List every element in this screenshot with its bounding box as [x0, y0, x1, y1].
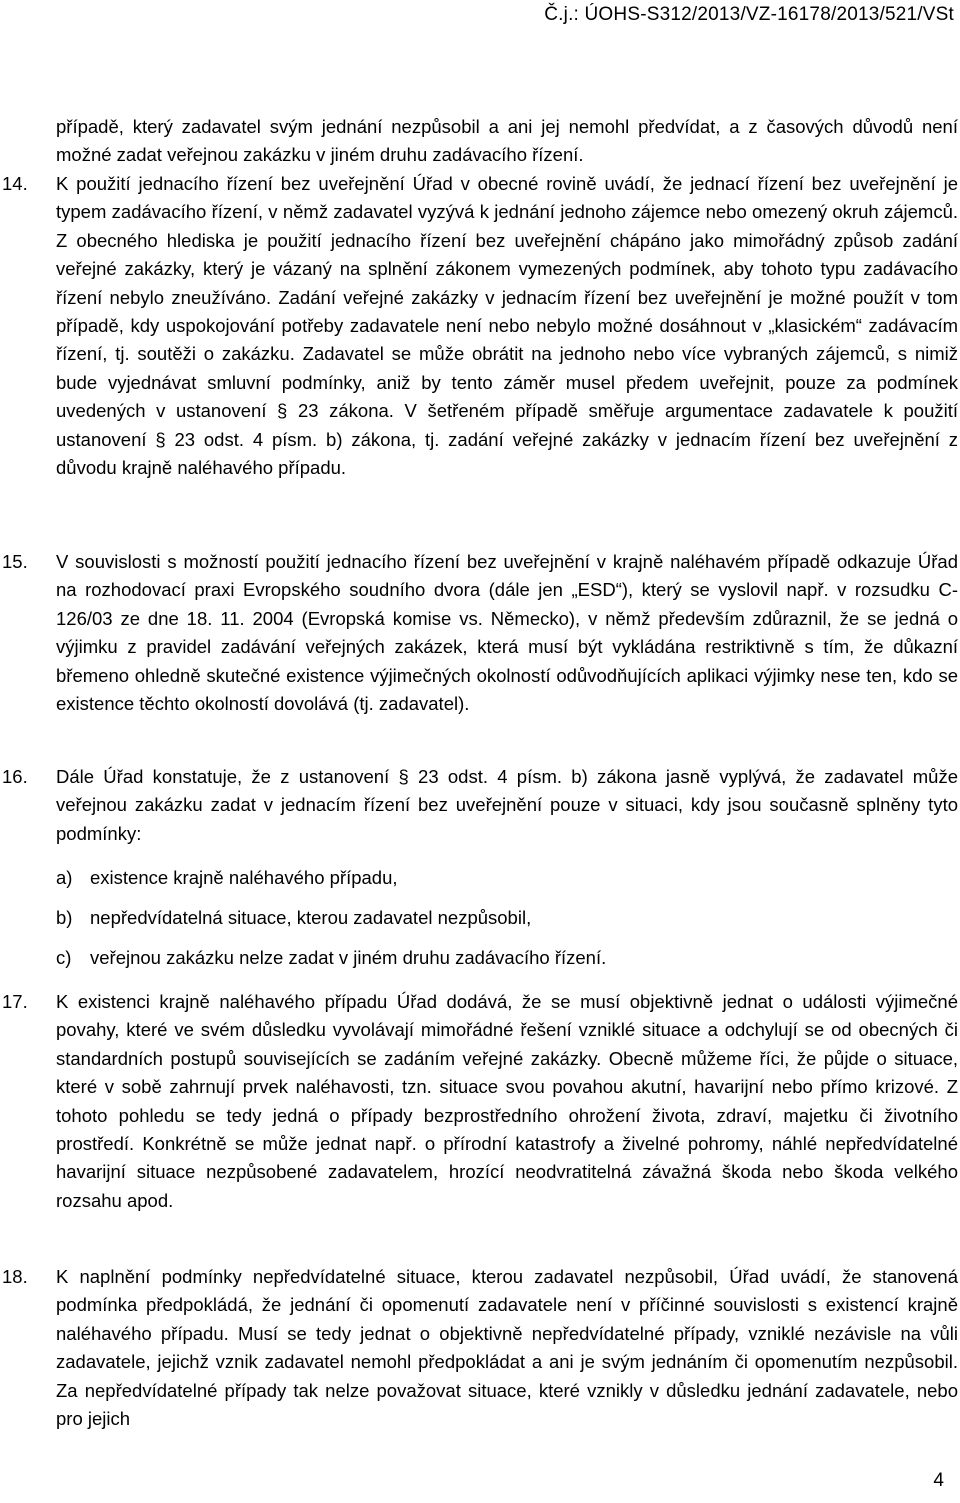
document-reference-header: Č.j.: ÚOHS-S312/2013/VZ-16178/2013/521/VSt	[544, 4, 954, 25]
paragraph-text: K existenci krajně naléhavého případu Úřad dodává, že se musí objektivně jednat o události výjimečné povahy, které ve svém důsledku vyvolávají mimořádné řešení vzniklé situace a odchylují se od obecných či standardních postupů souvisejících se zadáním veřejné zakázky. Obecně můžeme říci, že půjde o situace, které v sobě zahrnují prvek naléhavosti, tzn. situace svou povahou akutní, havarijní nebo přímo krizové. Z tohoto pohledu se tedy jedná o případy bezprostředního ohrožení života, zdraví, majetku či životního prostředí. Konkrétně se může jednat např. o přírodní katastrofy a živelné pohromy, náhlé nepředvídatelné havarijní situace nezpůsobené zadavatelem, hrozící neodvratitelná závažná škoda nebo škoda velkého rozsahu apod.	[56, 991, 958, 1211]
condition-label: a)	[56, 867, 73, 888]
paragraph-number: 17.	[2, 991, 28, 1012]
page-number: 4	[933, 1470, 944, 1491]
paragraph-text: Dále Úřad konstatuje, že z ustanovení § 23 odst. 4 písm. b) zákona jasně vyplývá, že zadavatel může veřejnou zakázku zadat v jednacím řízení bez uveřejnění pouze v situaci, kdy jsou současně splněny tyto podmínky:	[56, 766, 958, 844]
condition-text: veřejnou zakázku nelze zadat v jiném druhu zadávacího řízení.	[90, 947, 607, 968]
intro-paragraph-continuation: případě, který zadavatel svým jednání nezpůsobil a ani jej nemohl předvídat, a z časových důvodů není možné zadat veřejnou zakázku v jiném druhu zadávacího řízení.	[56, 116, 958, 166]
condition-item	[56, 904, 531, 932]
condition-label: c)	[56, 947, 72, 968]
paragraph-text: K použití jednacího řízení bez uveřejnění Úřad v obecné rovině uvádí, že jednací řízení bez uveřejnění je typem zadávacího řízení, v němž zadavatel vyzývá k jednání jednoho zájemce nebo omezený okruh zájemců. Z obecného hlediska je použití jednacího řízení bez uveřejnění chápáno jako mimořádný způsob zadání veřejné zakázky, který je vázaný na splnění zákonem vymezených podmínek, aby tohoto typu zadávacího řízení nebylo zneužíváno. Zadání veřejné zakázky v jednacím řízení bez uveřejnění je možné použít v tom případě, kdy uspokojování potřeby zadavatele není nebo nebylo možné dosáhnout v „klasickém“ zadávacím řízení, tj. soutěži o zakázku. Zadavatel se může obrátit na jednoho nebo více vybraných zájemců, s nimiž bude vyjednávat smluvní podmínky, aniž by tento záměr musel předem uveřejnit, pouze za podmínek uvedených v ustanovení § 23 zákona. V šetřeném případě směřuje argumentace zadavatele k použití ustanovení § 23 odst. 4 písm. b) zákona, tj. zadání veřejné zakázky v jednacím řízení bez uveřejnění z důvodu krajně naléhavého případu.	[56, 173, 958, 479]
paragraph-number: 18.	[2, 1266, 28, 1287]
condition-text: nepředvídatelná situace, kterou zadavatel nezpůsobil,	[90, 907, 532, 928]
paragraph-text: V souvislosti s možností použití jednacího řízení bez uveřejnění v krajně naléhavém případě odkazuje Úřad na rozhodovací praxi Evropského soudního dvora (dále jen „ESD“), který se vyslovil např. v rozsudku C-126/03 ze dne 18. 11. 2004 (Evropská komise vs. Německo), v němž především zdůraznil, že se jedná o výjimku z pravidel zadávání veřejných zakázek, která musí být vykládána restriktivně s tím, že důkazní břemeno ohledně skutečné existence výjimečných okolností odůvodňujících aplikaci výjimky nese ten, kdo se existence těchto okolností dovolává (tj. zadavatel).	[56, 551, 958, 715]
paragraph-number: 16.	[2, 766, 28, 787]
paragraph-text: K naplnění podmínky nepředvídatelné situace, kterou zadavatel nezpůsobil, Úřad uvádí, že stanovená podmínka předpokládá, že jednání či opomenutí zadavatele není v příčinné souvislosti s existencí krajně naléhavého případu. Musí se tedy jednat o objektivně nepředvídatelné případy, vzniklé nezávisle na vůli zadavatele, jejichž vznik zadavatel nemohl předpokládat a ani je svým jednáním či opomenutím nezpůsobil. Za nepředvídatelné případy tak nelze považovat situace, které vznikly v důsledku jednání zadavatele, nebo pro jejich	[56, 1266, 958, 1430]
condition-item	[56, 864, 398, 892]
condition-item	[56, 944, 606, 972]
condition-label: b)	[56, 907, 73, 928]
condition-text: existence krajně naléhavého případu,	[90, 867, 398, 888]
paragraph-number: 14.	[2, 173, 28, 194]
paragraph-number: 15.	[2, 551, 28, 572]
